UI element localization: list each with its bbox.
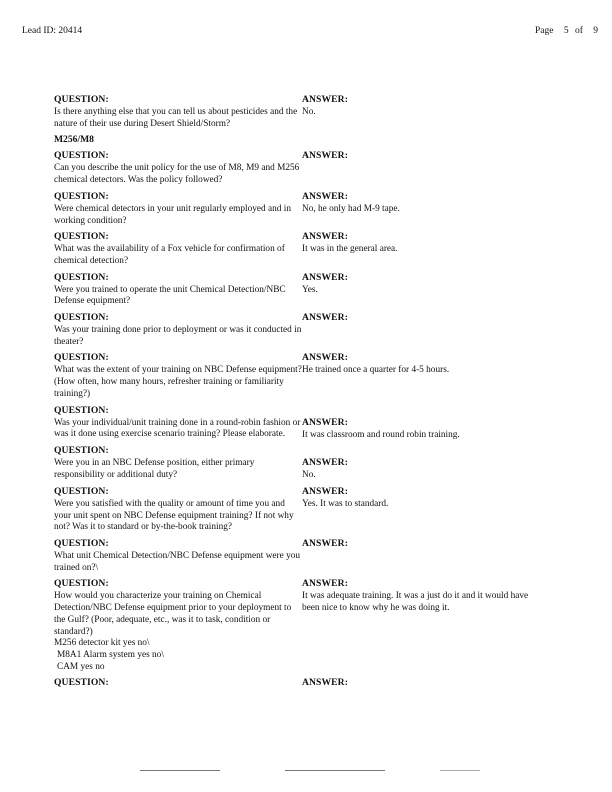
question-label: QUESTION: <box>54 485 109 497</box>
qa-row <box>54 445 574 482</box>
answer-text: Yes. <box>302 284 318 295</box>
question-text: Can you describe the unit policy for the use of M8, M9 and M256 chemical detectors. Was the policy followed? <box>54 163 300 186</box>
answer-block <box>302 272 530 308</box>
qa-row <box>54 150 574 186</box>
question-block <box>54 405 302 442</box>
question-label: QUESTION: <box>54 352 109 364</box>
question-label: QUESTION: <box>54 578 109 590</box>
qa-row <box>54 94 574 130</box>
question-text: Were chemical detectors in your unit regularly employed and in working condition? <box>54 203 292 226</box>
qa-row <box>54 352 574 400</box>
answer-block <box>302 445 530 482</box>
page-total: 9 <box>593 26 598 36</box>
qa-row <box>54 231 574 267</box>
question-block <box>54 677 302 690</box>
answer-block <box>302 312 530 348</box>
qa-row <box>54 405 574 442</box>
question-text: How would you characterize your training on Chemical Detection/NBC Defense equipment prior to your deployment to the Gulf? (Poor, adequate, etc., was it to task, condition or standard?) <box>54 591 292 637</box>
question-text: Is there anything else that you can tell us about pesticides and the nature of their use during Desert Shield/Storm? <box>54 107 298 129</box>
question-label: QUESTION: <box>54 150 109 162</box>
answer-text: No. <box>302 470 316 481</box>
question-text: Was your training done prior to deployment or was it conducted in theater? <box>54 325 302 347</box>
answer-text: No. <box>302 107 316 117</box>
question-text: Was your individual/unit training done in a round-robin fashion or was it done using exercise scenario training? Please elaborate. <box>54 417 301 440</box>
qa-content <box>54 94 574 694</box>
equipment-list <box>54 638 302 673</box>
answer-block <box>302 538 530 574</box>
question-label: QUESTION: <box>54 312 109 324</box>
qa-row <box>54 191 574 227</box>
question-label: QUESTION: <box>54 404 109 416</box>
answer-label: ANSWER: <box>302 538 349 550</box>
qa-row <box>54 312 574 348</box>
question-label: QUESTION: <box>54 271 109 283</box>
answer-label: ANSWER: <box>302 150 349 162</box>
question-text: Were you trained to operate the unit Chemical Detection/NBC Defense equipment? <box>54 284 286 307</box>
question-block <box>54 352 302 400</box>
answer-block <box>302 94 530 130</box>
equipment-item: M8A1 Alarm system yes no\ <box>57 649 164 660</box>
question-block <box>54 150 302 186</box>
page-indicator <box>535 26 598 36</box>
answer-text: It was classroom and round robin training. <box>302 429 460 440</box>
answer-label: ANSWER: <box>302 231 349 243</box>
answer-label: ANSWER: <box>302 190 349 202</box>
answer-text: No, he only had M-9 tape. <box>302 203 400 214</box>
answer-label: ANSWER: <box>302 352 349 364</box>
answer-label: ANSWER: <box>302 578 349 590</box>
question-text: What was the extent of your training on NBC Defense equipment? (How often, how many hours, refresher training or familiarity training?) <box>54 365 302 399</box>
footer-scan-lines <box>0 770 612 774</box>
question-block <box>54 312 302 348</box>
question-block <box>54 191 302 227</box>
answer-label: ANSWER: <box>302 485 349 497</box>
question-label: QUESTION: <box>54 231 109 243</box>
equipment-item: CAM yes no <box>57 661 105 672</box>
answer-block <box>302 405 530 442</box>
answer-label: ANSWER: <box>302 312 349 324</box>
section-title: M256/M8 <box>54 134 94 146</box>
answer-text: He trained once a quarter for 4-5 hours. <box>302 365 450 376</box>
answer-block <box>302 352 530 400</box>
qa-row <box>54 538 574 574</box>
qa-row <box>54 272 574 308</box>
answer-block <box>302 150 530 186</box>
footer-line <box>440 770 480 771</box>
answer-block <box>302 578 530 673</box>
question-text: What unit Chemical Detection/NBC Defense equipment were you trained on?\ <box>54 551 301 573</box>
page-number: 5 <box>563 26 569 36</box>
question-text: Were you satisfied with the quality or amount of time you and your unit spent on NBC Defense equipment training? If not why not? Was it to standard or by-the-book training? <box>54 498 294 533</box>
question-label: QUESTION: <box>54 677 109 689</box>
qa-row <box>54 677 574 690</box>
answer-block <box>302 677 530 690</box>
answer-block <box>302 486 530 534</box>
answer-text: It was in the general area. <box>302 244 398 255</box>
footer-line <box>285 770 385 771</box>
question-label: QUESTION: <box>54 538 109 550</box>
answer-text: Yes. It was to standard. <box>302 498 389 509</box>
question-block <box>54 231 302 267</box>
question-block <box>54 272 302 308</box>
equipment-item: M256 detector kit yes no\ <box>54 638 150 649</box>
answer-text: It was adequate training. It was a just do it and it would have been nice to know why he was doing it. <box>302 591 529 614</box>
answer-label: ANSWER: <box>302 94 349 105</box>
question-block <box>54 445 302 482</box>
question-block <box>54 578 302 673</box>
qa-row <box>54 486 574 534</box>
question-label: QUESTION: <box>54 190 109 202</box>
footer-line <box>140 770 220 771</box>
lead-id: Lead ID: 20414 <box>22 26 83 36</box>
answer-label: ANSWER: <box>302 416 349 428</box>
question-label: QUESTION: <box>54 94 109 105</box>
qa-row <box>54 578 574 673</box>
answer-block <box>302 191 530 227</box>
answer-label: ANSWER: <box>302 271 349 283</box>
answer-label: ANSWER: <box>302 457 349 469</box>
answer-block <box>302 231 530 267</box>
question-text: Were you in an NBC Defense position, either primary responsibility or additional duty? <box>54 458 255 480</box>
question-label: QUESTION: <box>54 445 109 457</box>
question-text: What was the availability of a Fox vehicle for confirmation of chemical detection? <box>54 244 285 266</box>
question-block <box>54 486 302 534</box>
page-word: Page <box>534 26 554 36</box>
question-block <box>54 94 302 130</box>
of-word: of <box>574 26 583 36</box>
answer-label: ANSWER: <box>302 677 349 689</box>
question-block <box>54 538 302 574</box>
